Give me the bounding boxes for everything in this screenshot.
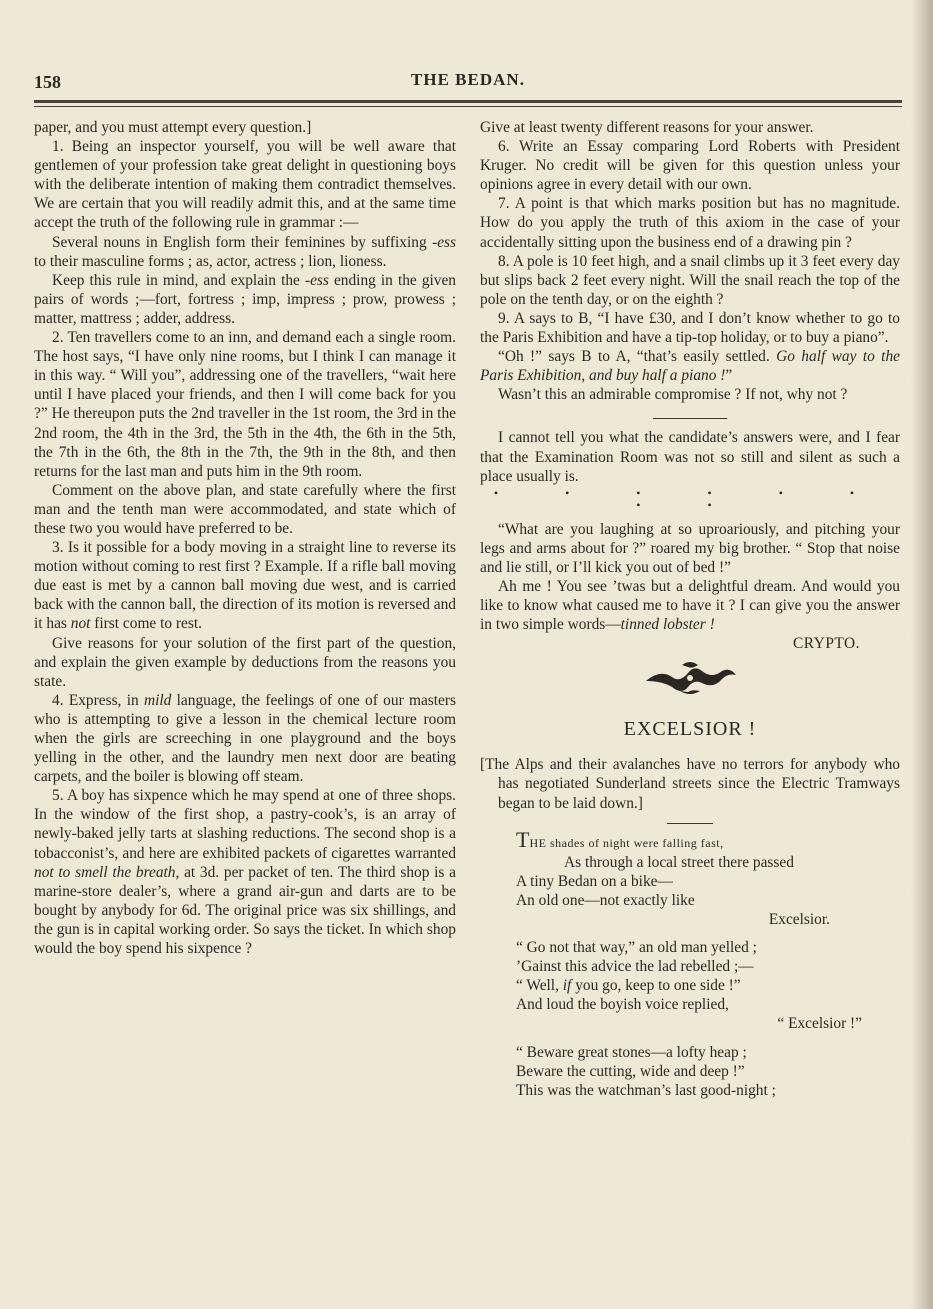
left-column (34, 118, 456, 958)
paragraph: Wasn’t this an admirable compromise ? If not, why not ? (498, 386, 848, 404)
verse-line: A tiny Bedan on a bike— (516, 872, 673, 890)
italic-text: not (70, 615, 91, 633)
verse-line: “ Go not that way,” an old man yelled ; (516, 939, 757, 957)
text-run: “Oh !” says B to A, “that’s easily settled. (498, 348, 777, 366)
poem-stanza-1 (480, 826, 900, 929)
binding-shadow (911, 0, 933, 1309)
text-run: Several nouns in English form their feminines by suffixing (52, 233, 433, 251)
text-run: 3. Is it possible for a body moving in a straight line to reverse its motion without coming to rest first ? Example. If a rifle ball moving due east is met by a cannon ball moving due west, and is carried back with the cannon ball, the direction of its motion is reversed and it has (34, 539, 456, 633)
text-run: ” (725, 367, 733, 385)
verse-line: An old one—not exactly like (516, 891, 695, 909)
poem-stanza-3 (480, 1043, 900, 1100)
text-run: at 3d. per packet of ten. The third shop is a marine-store dealer’s, where a grand air-gun and darts are to be bought by anybody for 6d. The original price was six shillings, and the gun is in capital working order. So says the ticket. In which shop would the boy spend his sixpence ? (34, 863, 456, 958)
poem-divider (667, 823, 713, 824)
text-run: first come to rest. (90, 615, 202, 633)
question-2: 2. Ten travellers come to an inn, and demand each a single room. The host says, “I have only nine rooms, but I think I can manage it in this way. “ Will you”, addressing one of the travellers, “wait here until I have placed your friends, and then I will come back for you ?” He thereupon puts the 2nd traveller in the 1st room, the 3rd in the 2nd room, the 4th in the 3rd, the 5th in the 4th, the 6th in the 5th, the 7th in the 6th, the 8th in the 7th, the 9th in the 8th, and then returns for the last man and puts him in the 9th room. (34, 329, 456, 480)
page-number: 158 (34, 72, 61, 92)
italic-text: not to smell the breath, (34, 863, 180, 881)
text-run: you go, keep to one side !” (571, 977, 741, 995)
italic-text: mild (143, 691, 172, 709)
italic-text: Go half way to the Paris Exhibition, and buy half a piano ! (480, 348, 900, 385)
verse-refrain: Excelsior. (768, 911, 830, 928)
question-8: 8. A pole is 10 feet high, and a snail climbs up it 3 feet every day but slips back 2 feet every night. Will the snail reach the top of the pole on the tenth day, or on the eighth ? (480, 252, 900, 308)
italic-text: tinned lobster ! (620, 616, 715, 634)
page-header (34, 66, 902, 96)
stanza-gap (480, 929, 900, 938)
paragraph (480, 577, 900, 634)
italic-text: if (562, 977, 572, 995)
verse-line: “ Beware great stones—a lofty heap ; (516, 1043, 747, 1061)
ellipsis-dots: • • • • • • • • (493, 485, 887, 512)
verse-line (516, 826, 900, 853)
ornament (480, 659, 900, 699)
verse-line: Beware the cutting, wide and deep !” (516, 1062, 745, 1080)
right-column (480, 118, 900, 1100)
italic-text: -ess (304, 271, 329, 289)
header-rule-thin (34, 106, 902, 107)
text-run: “ Well, (516, 977, 563, 995)
paragraph: paper, and you must attempt every question.] (34, 119, 312, 136)
text-run: Ah me ! You see ’twas but a delightful dream. And would you like to know what caused me to have it ? I can give you the answer in two simple words— (480, 577, 900, 634)
text-run: 4. Express, in (52, 691, 144, 709)
paragraph: I cannot tell you what the candidate’s answers were, and I fear that the Examination Room was not so still and silent as such a place usually is. (480, 429, 900, 485)
italic-text: -ess (432, 233, 456, 251)
verse-line: This was the watchman’s last good-night ; (516, 1081, 776, 1099)
verse-refrain: “ Excelsior !” (777, 1015, 862, 1033)
verse-line (516, 976, 900, 995)
header-rule (34, 100, 902, 103)
text-run: 5. A boy has sixpence which he may spend at one of three shops. In the window of the first shop, a pastry-cook’s, is an array of newly-baked jelly tarts at slashing reductions. The second shop is a tobacconist’s, and here are exhibited packets of cigarettes warranted (34, 787, 456, 862)
verse-line: ’Gainst this advice the lad rebelled ;— (516, 958, 754, 976)
question-4 (34, 691, 456, 786)
verse-line: And loud the boyish voice replied, (516, 996, 729, 1014)
paragraph: Comment on the above plan, and state carefully where the first man and the tenth man were accommodated, and state which of these two you would have preferred to be. (34, 481, 456, 537)
text-run: language, the feelings of one of our masters who is attempting to give a lesson in the chemical lecture room when the girls are screeching in one playground and the boys yelling in the other, and the laundry men next door are beating carpets, and the boiler is blowing off steam. (34, 691, 456, 786)
drop-cap: T (516, 826, 530, 852)
section-divider (653, 418, 727, 419)
text-run: Keep this rule in mind, and explain the (52, 271, 305, 289)
question-9: 9. A says to B, “I have £30, and I don’t know whether to go to the Paris Exhibition and have a tip-top holiday, or to buy a piano”. (480, 309, 900, 347)
text-run: HE shades of night were falling fast, (529, 835, 724, 850)
text-run: to their masculine forms ; as, actor, actress ; lion, lioness. (34, 252, 387, 270)
poem-stanza-2 (480, 938, 900, 1033)
question-1: 1. Being an inspector yourself, you will be well aware that gentlemen of your profession take great delight in questioning boys with the deliberate intention of making them contradict themselves. We are certain that you will readily admit this, and at the same time accept the truth of the following rule in grammar :— (34, 138, 456, 232)
text-run: ending in the given pairs of words ;—fort, fortress ; imp, impress ; prow, prowess ; matter, mattress ; adder, address. (34, 271, 457, 327)
paragraph (480, 347, 900, 385)
paragraph: Give reasons for your solution of the first part of the question, and explain the given example by deductions from the reasons you state. (34, 634, 456, 690)
verse-line: As through a local street there passed (564, 853, 794, 871)
floral-ornament-icon (642, 659, 738, 697)
paragraph (34, 271, 456, 328)
paragraph: “What are you laughing at so uproariously, and pitching your legs and arms about for ?” roared my big brother. “ Stop that noise and lie still, or I’ll kick you out of bed !” (480, 520, 900, 576)
author-signature: CRYPTO. (793, 635, 860, 653)
question-3 (34, 538, 456, 633)
paragraph (34, 233, 456, 271)
running-head: THE BEDAN. (411, 70, 525, 89)
stanza-gap (480, 1034, 900, 1043)
poem-note: [The Alps and their avalanches have no terrors for anybody who has negotiated Sunderland streets since the Electric Tramways began to be laid down.] (480, 756, 900, 812)
question-6: 6. Write an Essay comparing Lord Roberts with President Kruger. No credit will be given for this question unless your opinions agree in every detail with our own. (480, 138, 900, 194)
poem-title: EXCELSIOR ! (623, 718, 757, 741)
question-7: 7. A point is that which marks position but has no magnitude. How do you apply the truth of this axiom in the case of your accidentally sitting upon the business end of a drawing pin ? (480, 195, 900, 251)
paragraph: Give at least twenty different reasons for your answer. (480, 119, 814, 136)
question-5 (34, 786, 456, 958)
